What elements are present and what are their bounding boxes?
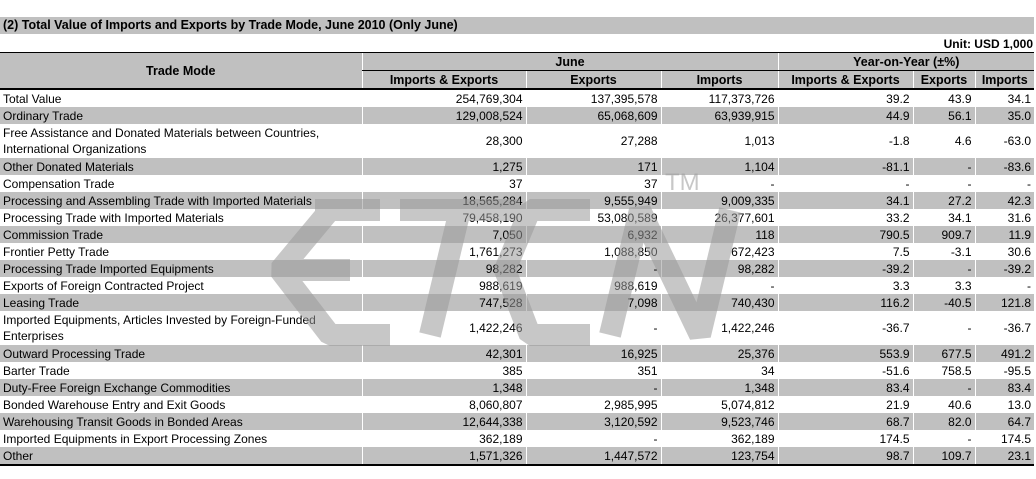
yoy-imports-cell: 31.6 xyxy=(975,209,1034,226)
header-yoy-imports: Imports xyxy=(975,71,1034,90)
yoy-imports-exports-cell: 553.9 xyxy=(778,345,913,362)
imports-cell: 34 xyxy=(661,362,778,379)
yoy-imports-exports-cell: 790.5 xyxy=(778,226,913,243)
yoy-imports-cell: 174.5 xyxy=(975,430,1034,447)
trade-mode-cell: Imported Equipments in Export Processing Zones xyxy=(3,431,268,446)
imports-cell: 123,754 xyxy=(661,447,778,465)
exports-cell: - xyxy=(526,379,661,396)
imports-cell: 1,104 xyxy=(661,158,778,175)
imports-exports-cell: 18,565,284 xyxy=(362,192,526,209)
yoy-imports-cell: 491.2 xyxy=(975,345,1034,362)
imports-cell: 1,422,246 xyxy=(661,311,778,345)
yoy-imports-exports-cell: 44.9 xyxy=(778,107,913,124)
yoy-exports-cell: - xyxy=(913,260,975,277)
exports-cell: 2,985,995 xyxy=(526,396,661,413)
yoy-imports-cell: -39.2 xyxy=(975,260,1034,277)
table-row xyxy=(0,413,1034,430)
yoy-imports-exports-cell: -1.8 xyxy=(778,124,913,158)
trade-mode-cell: Processing Trade with Imported Materials xyxy=(3,210,224,225)
table-row xyxy=(0,277,1034,294)
yoy-imports-exports-cell: 68.7 xyxy=(778,413,913,430)
yoy-imports-exports-cell: 33.2 xyxy=(778,209,913,226)
yoy-exports-cell: 4.6 xyxy=(913,124,975,158)
yoy-imports-cell: 23.1 xyxy=(975,447,1034,465)
yoy-imports-cell: 42.3 xyxy=(975,192,1034,209)
yoy-exports-cell: 56.1 xyxy=(913,107,975,124)
yoy-imports-exports-cell: 83.4 xyxy=(778,379,913,396)
exports-cell: 137,395,578 xyxy=(526,89,661,107)
exports-cell: 7,098 xyxy=(526,294,661,311)
table-body xyxy=(0,89,1034,465)
imports-cell: 5,074,812 xyxy=(661,396,778,413)
exports-cell: - xyxy=(526,311,661,345)
imports-exports-cell: 988,619 xyxy=(362,277,526,294)
yoy-imports-cell: 34.1 xyxy=(975,89,1034,107)
imports-exports-cell: 129,008,524 xyxy=(362,107,526,124)
table-title: (2) Total Value of Imports and Exports by Trade Mode, June 2010 (Only June) xyxy=(0,17,1034,34)
trade-mode-cell: Other Donated Materials xyxy=(0,158,362,175)
table-row xyxy=(0,243,1034,260)
trade-mode-cell: Free Assistance and Donated Materials between Countries, International Organizations xyxy=(3,126,320,156)
table-row xyxy=(0,294,1034,311)
imports-exports-cell: 1,761,273 xyxy=(362,243,526,260)
trade-mode-cell: Other xyxy=(0,447,362,465)
imports-exports-cell: 37 xyxy=(362,175,526,192)
trade-mode-cell: Imported Equipments, Articles Invested by Foreign-Funded Enterprises xyxy=(3,313,316,343)
table-row xyxy=(0,362,1034,379)
exports-cell: 988,619 xyxy=(526,277,661,294)
yoy-imports-cell: 13.0 xyxy=(975,396,1034,413)
imports-cell: 118 xyxy=(661,226,778,243)
imports-exports-cell: 79,458,190 xyxy=(362,209,526,226)
imports-cell: - xyxy=(661,277,778,294)
trade-mode-cell: Total Value xyxy=(3,91,62,106)
imports-cell: 672,423 xyxy=(661,243,778,260)
table-row xyxy=(0,158,1034,175)
yoy-exports-cell: 82.0 xyxy=(913,413,975,430)
yoy-imports-exports-cell: -51.6 xyxy=(778,362,913,379)
header-june-imports: Imports xyxy=(661,71,778,90)
table-row xyxy=(0,226,1034,243)
yoy-imports-cell: -63.0 xyxy=(975,124,1034,158)
imports-exports-cell: 747,528 xyxy=(362,294,526,311)
yoy-exports-cell: 34.1 xyxy=(913,209,975,226)
yoy-exports-cell: 909.7 xyxy=(913,226,975,243)
exports-cell: 53,080,589 xyxy=(526,209,661,226)
header-yoy: Year-on-Year (±%) xyxy=(778,53,1034,71)
yoy-exports-cell: -40.5 xyxy=(913,294,975,311)
yoy-exports-cell: 43.9 xyxy=(913,89,975,107)
yoy-exports-cell: -3.1 xyxy=(913,243,975,260)
trade-mode-table xyxy=(0,52,1034,466)
yoy-exports-cell: - xyxy=(913,175,975,192)
imports-exports-cell: 12,644,338 xyxy=(362,413,526,430)
yoy-imports-cell: 35.0 xyxy=(975,107,1034,124)
exports-cell: 1,088,850 xyxy=(526,243,661,260)
table-row xyxy=(0,379,1034,396)
header-yoy-imports-exports: Imports & Exports xyxy=(778,71,913,90)
yoy-imports-exports-cell: 116.2 xyxy=(778,294,913,311)
table-row xyxy=(0,124,1034,158)
header-june: June xyxy=(362,53,778,71)
yoy-imports-exports-cell: 174.5 xyxy=(778,430,913,447)
yoy-imports-cell: -83.6 xyxy=(975,158,1034,175)
trade-mode-cell: Bonded Warehouse Entry and Exit Goods xyxy=(3,397,226,412)
trade-mode-cell: Warehousing Transit Goods in Bonded Areas xyxy=(0,413,362,430)
header-yoy-exports: Exports xyxy=(913,71,975,90)
yoy-imports-cell: 83.4 xyxy=(975,379,1034,396)
exports-cell: 3,120,592 xyxy=(526,413,661,430)
table-row xyxy=(0,175,1034,192)
yoy-imports-cell: - xyxy=(975,175,1034,192)
exports-cell: 6,932 xyxy=(526,226,661,243)
imports-exports-cell: 1,275 xyxy=(362,158,526,175)
exports-cell: - xyxy=(526,260,661,277)
yoy-imports-cell: 30.6 xyxy=(975,243,1034,260)
trade-mode-cell: Exports of Foreign Contracted Project xyxy=(3,278,204,293)
imports-exports-cell: 42,301 xyxy=(362,345,526,362)
imports-cell: 362,189 xyxy=(661,430,778,447)
imports-cell: 9,009,335 xyxy=(661,192,778,209)
header-june-imports-exports: Imports & Exports xyxy=(362,71,526,90)
imports-cell: 1,348 xyxy=(661,379,778,396)
yoy-exports-cell: - xyxy=(913,430,975,447)
yoy-exports-cell: - xyxy=(913,379,975,396)
yoy-imports-cell: 11.9 xyxy=(975,226,1034,243)
yoy-imports-exports-cell: -36.7 xyxy=(778,311,913,345)
table-row xyxy=(0,396,1034,413)
yoy-imports-exports-cell: 39.2 xyxy=(778,89,913,107)
yoy-imports-exports-cell: -81.1 xyxy=(778,158,913,175)
imports-exports-cell: 385 xyxy=(362,362,526,379)
yoy-exports-cell: - xyxy=(913,158,975,175)
imports-cell: 1,013 xyxy=(661,124,778,158)
trade-mode-cell: Compensation Trade xyxy=(3,176,115,191)
table-row xyxy=(0,209,1034,226)
trade-mode-cell: Commission Trade xyxy=(0,226,362,243)
imports-exports-cell: 1,348 xyxy=(362,379,526,396)
yoy-imports-exports-cell: 7.5 xyxy=(778,243,913,260)
yoy-imports-exports-cell: 34.1 xyxy=(778,192,913,209)
yoy-imports-cell: 64.7 xyxy=(975,413,1034,430)
yoy-imports-exports-cell: - xyxy=(778,175,913,192)
imports-cell: 9,523,746 xyxy=(661,413,778,430)
imports-exports-cell: 362,189 xyxy=(362,430,526,447)
yoy-imports-cell: -95.5 xyxy=(975,362,1034,379)
table-row xyxy=(0,311,1034,345)
trade-mode-cell: Processing Trade Imported Equipments xyxy=(0,260,362,277)
header-june-exports: Exports xyxy=(526,71,661,90)
table-row xyxy=(0,260,1034,277)
imports-cell: 25,376 xyxy=(661,345,778,362)
yoy-exports-cell: 3.3 xyxy=(913,277,975,294)
trade-mode-cell: Ordinary Trade xyxy=(0,107,362,124)
yoy-exports-cell: - xyxy=(913,311,975,345)
yoy-imports-exports-cell: -39.2 xyxy=(778,260,913,277)
imports-cell: 26,377,601 xyxy=(661,209,778,226)
yoy-exports-cell: 109.7 xyxy=(913,447,975,465)
table-row xyxy=(0,447,1034,465)
imports-cell: 117,373,726 xyxy=(661,89,778,107)
yoy-exports-cell: 27.2 xyxy=(913,192,975,209)
exports-cell: 9,555,949 xyxy=(526,192,661,209)
table-row xyxy=(0,345,1034,362)
table-row xyxy=(0,107,1034,124)
imports-exports-cell: 1,422,246 xyxy=(362,311,526,345)
yoy-exports-cell: 758.5 xyxy=(913,362,975,379)
trade-mode-cell: Barter Trade xyxy=(3,363,70,378)
yoy-imports-exports-cell: 3.3 xyxy=(778,277,913,294)
exports-cell: 16,925 xyxy=(526,345,661,362)
watermark-tm: TM xyxy=(665,169,700,196)
trade-mode-cell: Outward Processing Trade xyxy=(0,345,362,362)
exports-cell: 27,288 xyxy=(526,124,661,158)
trade-mode-cell: Leasing Trade xyxy=(0,294,362,311)
header-trade-mode: Trade Mode xyxy=(0,53,362,90)
yoy-imports-exports-cell: 98.7 xyxy=(778,447,913,465)
table-row xyxy=(0,89,1034,107)
trade-mode-cell: Duty-Free Foreign Exchange Commodities xyxy=(0,379,362,396)
yoy-exports-cell: 40.6 xyxy=(913,396,975,413)
yoy-imports-cell: - xyxy=(975,277,1034,294)
exports-cell: 351 xyxy=(526,362,661,379)
exports-cell: 171 xyxy=(526,158,661,175)
yoy-imports-cell: 121.8 xyxy=(975,294,1034,311)
imports-exports-cell: 28,300 xyxy=(362,124,526,158)
unit-label: Unit: USD 1,000 xyxy=(943,37,1033,51)
imports-exports-cell: 1,571,326 xyxy=(362,447,526,465)
exports-cell: 37 xyxy=(526,175,661,192)
imports-exports-cell: 98,282 xyxy=(362,260,526,277)
exports-cell: - xyxy=(526,430,661,447)
imports-cell: 740,430 xyxy=(661,294,778,311)
imports-exports-cell: 7,050 xyxy=(362,226,526,243)
imports-cell: 63,939,915 xyxy=(661,107,778,124)
imports-cell: - xyxy=(661,175,778,192)
imports-exports-cell: 254,769,304 xyxy=(362,89,526,107)
table-row xyxy=(0,192,1034,209)
exports-cell: 65,068,609 xyxy=(526,107,661,124)
yoy-exports-cell: 677.5 xyxy=(913,345,975,362)
exports-cell: 1,447,572 xyxy=(526,447,661,465)
table-row xyxy=(0,430,1034,447)
trade-mode-cell: Processing and Assembling Trade with Imported Materials xyxy=(0,192,362,209)
yoy-imports-exports-cell: 21.9 xyxy=(778,396,913,413)
yoy-imports-cell: -36.7 xyxy=(975,311,1034,345)
imports-cell: 98,282 xyxy=(661,260,778,277)
trade-mode-cell: Frontier Petty Trade xyxy=(3,244,110,259)
imports-exports-cell: 8,060,807 xyxy=(362,396,526,413)
